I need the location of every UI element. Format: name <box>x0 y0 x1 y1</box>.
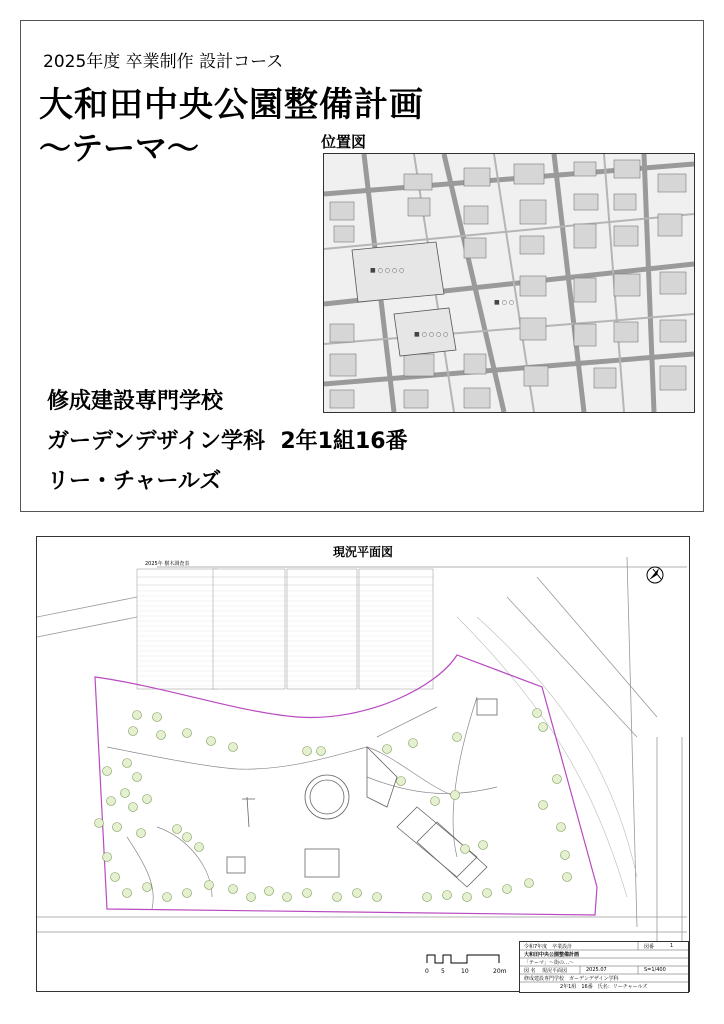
tree-marker <box>229 885 238 894</box>
title-block-sheet-no: 1 <box>670 943 674 949</box>
scale-label-10: 10 <box>461 968 469 975</box>
tree-marker <box>183 889 192 898</box>
theme-heading: 〜テーマ〜 <box>39 129 200 167</box>
tree-marker <box>563 873 572 882</box>
tree-markers <box>95 709 572 902</box>
tree-marker <box>383 745 392 754</box>
tree-marker <box>353 889 362 898</box>
tree-marker <box>397 777 406 786</box>
site-boundary <box>95 655 597 915</box>
tree-marker <box>229 743 238 752</box>
tree-marker <box>443 891 452 900</box>
tree-marker <box>539 801 548 810</box>
tree-marker <box>553 775 562 784</box>
scale-label-20: 20m <box>493 968 507 975</box>
tree-marker <box>129 803 138 812</box>
svg-text:■ ○ ○: ■ ○ ○ <box>494 299 514 306</box>
department-name <box>47 424 408 455</box>
tree-marker <box>113 823 122 832</box>
title-block-scale: S=1/400 <box>644 967 666 973</box>
tree-marker <box>143 795 152 804</box>
tree-marker <box>409 739 418 748</box>
student-name: リー・チャールズ <box>47 469 222 494</box>
svg-text:■ ○ ○ ○ ○: ■ ○ ○ ○ ○ <box>370 267 405 274</box>
tree-marker <box>129 727 138 736</box>
school-name: 修成建設専門学校 <box>47 389 224 414</box>
tree-marker <box>525 879 534 888</box>
tree-marker <box>431 797 440 806</box>
tree-marker <box>173 825 182 834</box>
title-block-drawing-label: 図 名 <box>524 968 536 974</box>
tree-marker <box>557 823 566 832</box>
tree-table-caption: 2025年 樹木調査表 <box>145 561 190 567</box>
department-label: ガーデンデザイン学科 <box>47 429 266 454</box>
location-map-label: 位置図 <box>321 133 367 151</box>
tree-marker <box>111 873 120 882</box>
tree-marker <box>451 791 460 800</box>
tree-marker <box>123 889 132 898</box>
tree-marker <box>103 853 112 862</box>
tree-marker <box>483 889 492 898</box>
tree-marker <box>157 731 166 740</box>
survey-plan-sheet <box>36 536 690 992</box>
title-block-date: 2025.07 <box>586 967 607 973</box>
tree-marker <box>317 747 326 756</box>
class-info: 2年1組16番 <box>280 429 408 454</box>
tree-marker <box>283 893 292 902</box>
tree-marker <box>561 851 570 860</box>
tree-marker <box>247 893 256 902</box>
project-title: 大和田中央公園整備計画 <box>39 85 424 125</box>
plan-title: 現況平面図 <box>332 545 393 559</box>
tree-marker <box>163 893 172 902</box>
tree-survey-table <box>137 560 433 689</box>
tree-marker <box>183 729 192 738</box>
tree-marker <box>303 747 312 756</box>
north-arrow-icon <box>647 567 663 583</box>
tree-marker <box>265 887 274 896</box>
tree-marker <box>205 881 214 890</box>
tree-marker <box>107 797 116 806</box>
tree-marker <box>373 893 382 902</box>
title-block-student: 2年1組 16番 氏名：リーチャールズ <box>560 984 648 990</box>
scale-label-0: 0 <box>425 968 429 975</box>
drawing-title-block <box>519 941 689 993</box>
tree-marker <box>143 883 152 892</box>
tree-marker <box>103 767 112 776</box>
tree-marker <box>121 789 130 798</box>
tree-marker <box>461 845 470 854</box>
location-map-drawing <box>324 154 694 412</box>
tree-marker <box>303 889 312 898</box>
title-block-project: 大和田中央公園整備計画 <box>524 952 580 958</box>
svg-text:■ ○ ○ ○ ○: ■ ○ ○ ○ ○ <box>414 331 449 338</box>
tree-marker <box>503 885 512 894</box>
tree-marker <box>133 711 142 720</box>
tree-marker <box>95 819 104 828</box>
title-block-school: 修成建設専門学校 ガーデンデザイン学科 <box>524 976 619 982</box>
tree-marker <box>183 833 192 842</box>
title-block-drawing-name: 現況平面図 <box>542 968 568 974</box>
tree-marker <box>195 843 204 852</box>
tree-marker <box>463 893 472 902</box>
tree-marker <box>423 893 432 902</box>
title-block-year: 令和7年度 卒業設計 <box>524 944 573 950</box>
tree-marker <box>533 709 542 718</box>
tree-marker <box>333 893 342 902</box>
cover-sheet <box>20 20 704 512</box>
tree-marker <box>453 733 462 742</box>
tree-marker <box>137 829 146 838</box>
tree-marker <box>133 773 142 782</box>
tree-marker <box>207 737 216 746</box>
course-title: 2025年度 卒業制作 設計コース <box>43 52 284 72</box>
scale-label-5: 5 <box>441 968 445 975</box>
scale-bar <box>425 955 507 975</box>
location-map <box>323 153 695 413</box>
title-block-theme: 「テーマ」～街の…～ <box>524 960 575 966</box>
title-block-sheet-label: 図番 <box>644 944 655 950</box>
tree-marker <box>479 841 488 850</box>
tree-marker <box>153 713 162 722</box>
site-plan-drawing <box>37 537 688 990</box>
tree-marker <box>123 759 132 768</box>
tree-marker <box>539 723 548 732</box>
